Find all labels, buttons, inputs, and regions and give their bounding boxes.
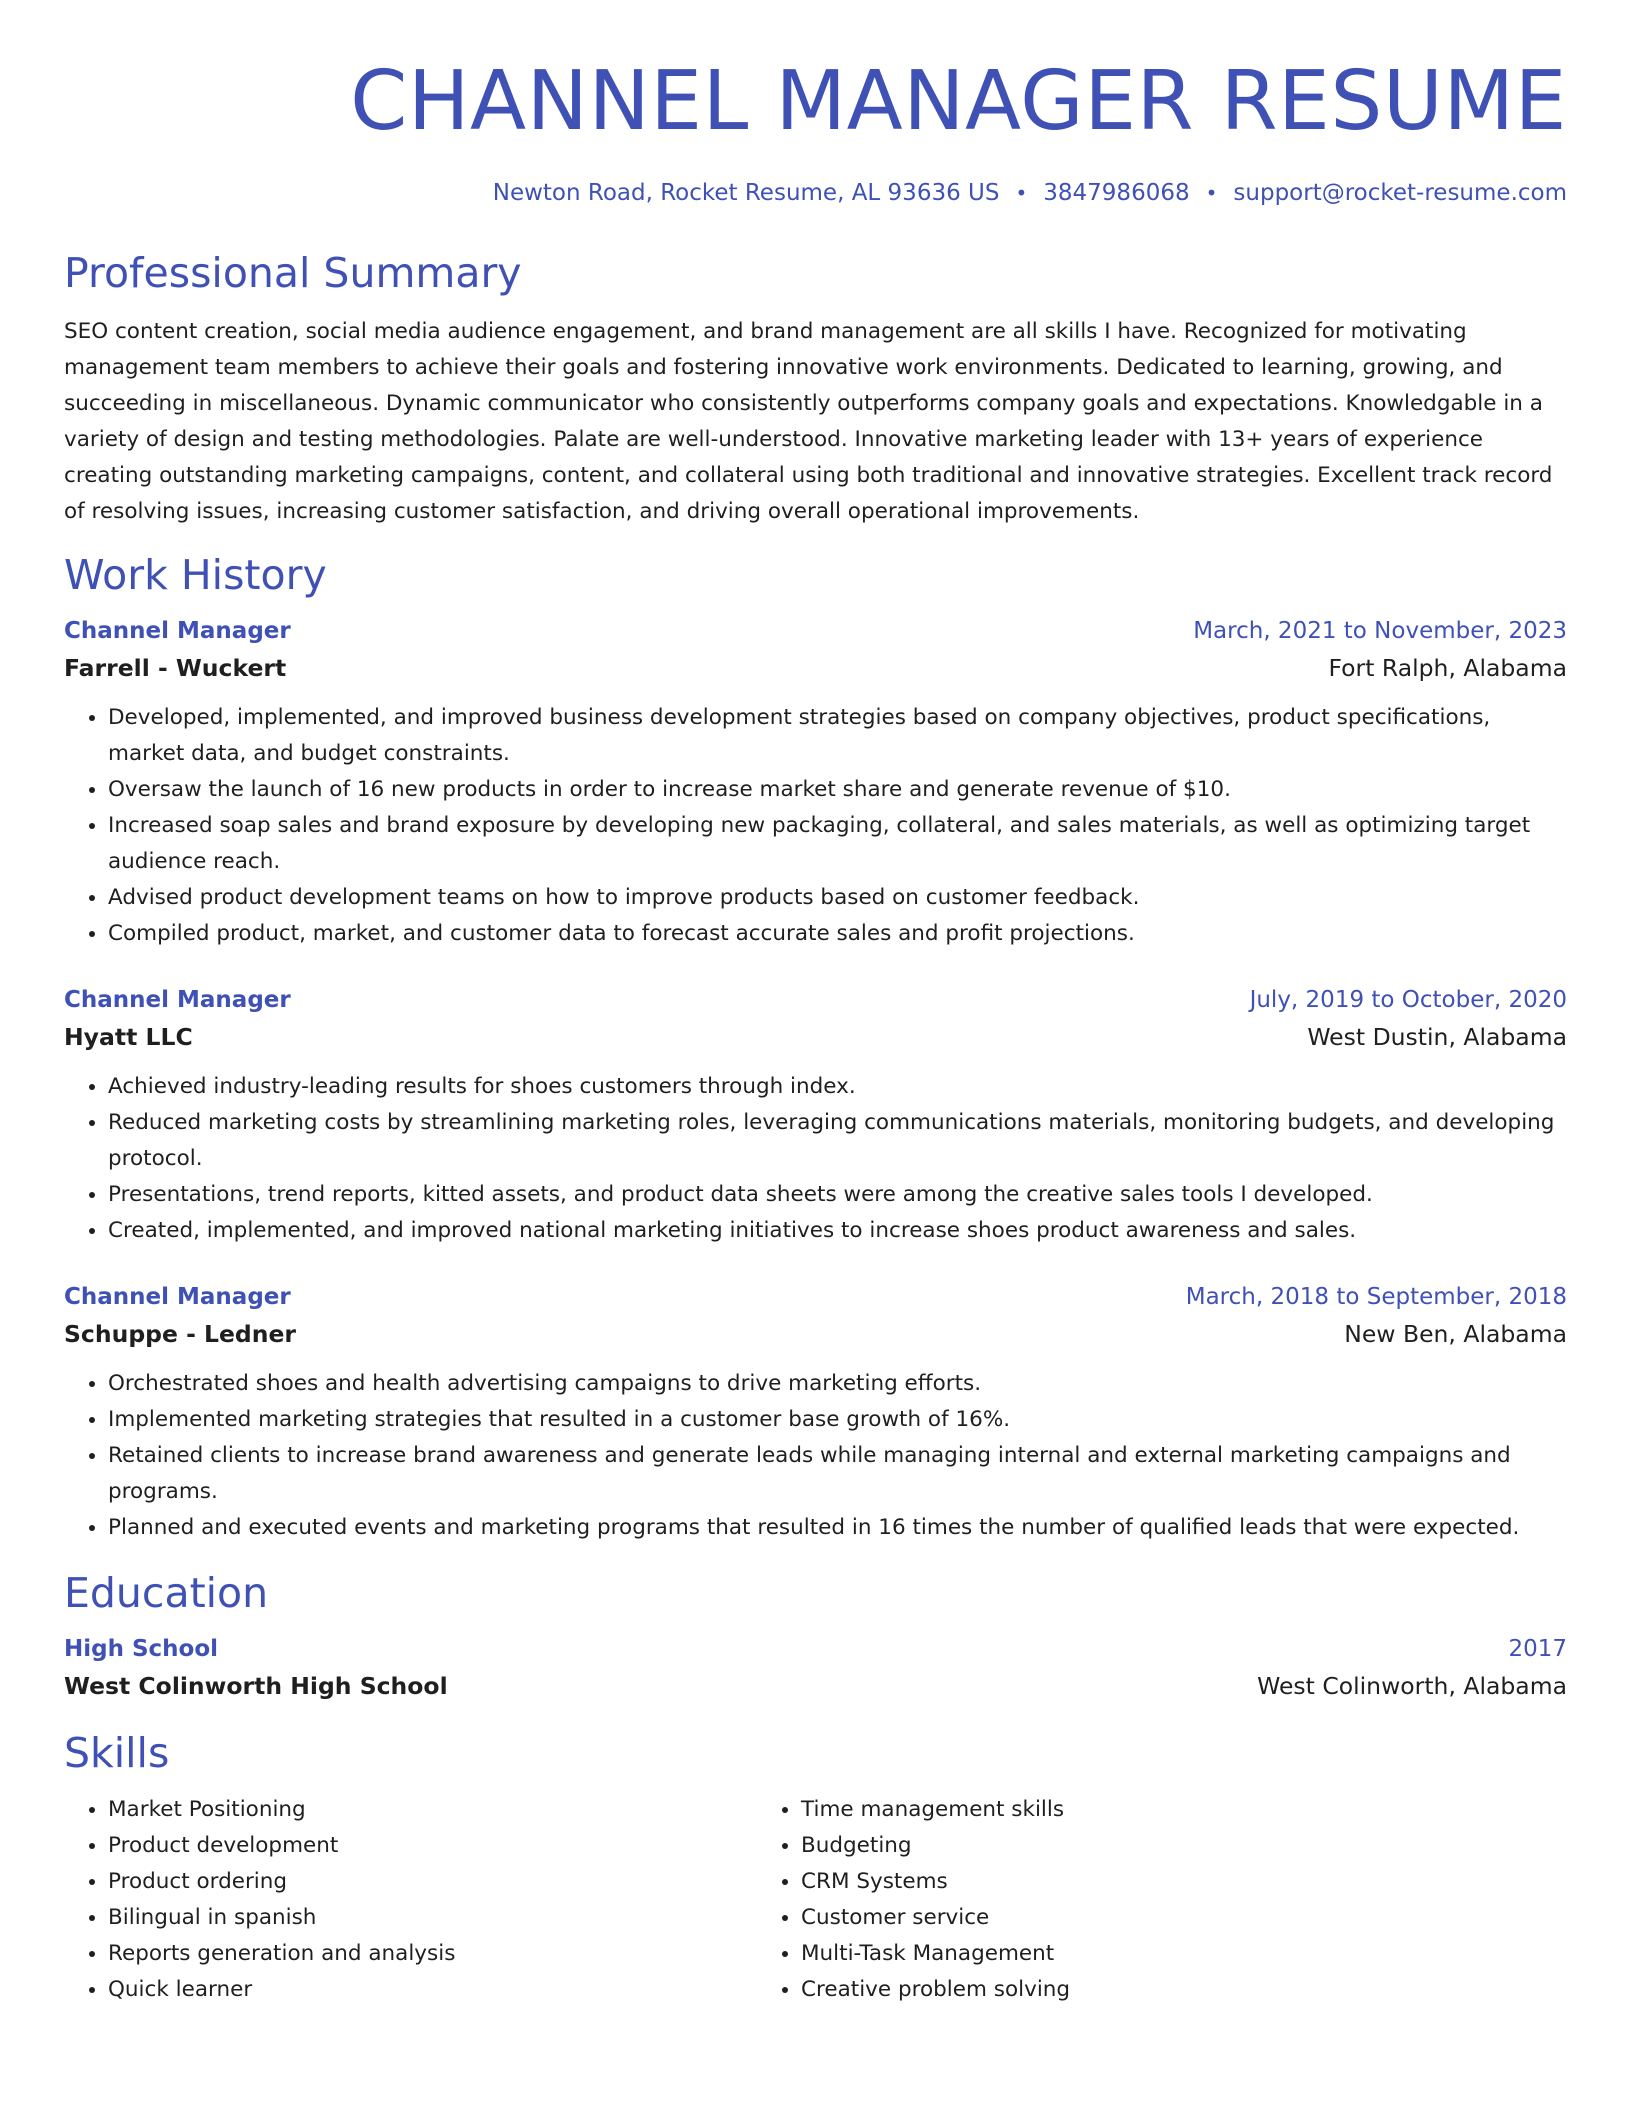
job-location: New Ben, Alabama bbox=[1344, 1320, 1567, 1348]
list-item: • Oversaw the launch of 16 new products in order to increase market share and generate revenue of $10. bbox=[108, 772, 1567, 808]
skills-column-left bbox=[64, 1792, 757, 2008]
job-bullets bbox=[64, 700, 1567, 952]
skills-column-right bbox=[757, 1792, 1070, 2008]
skill-item: • Product ordering bbox=[108, 1864, 757, 1900]
job-entry bbox=[64, 983, 1567, 1249]
resume-title: CHANNEL MANAGER RESUME bbox=[350, 54, 1567, 149]
list-item: • Developed, implemented, and improved business development strategies based on company objectives, product specifications, market data, and budget constraints. bbox=[108, 700, 1567, 772]
education-subheader bbox=[64, 1666, 1567, 1706]
list-item: • Created, implemented, and improved national marketing initiatives to increase shoes product awareness and sales. bbox=[108, 1213, 1567, 1249]
list-item: • Retained clients to increase brand awareness and generate leads while managing internal and external marketing campaigns and programs. bbox=[108, 1438, 1567, 1510]
job-dates: March, 2021 to November, 2023 bbox=[1193, 618, 1567, 644]
job-company: Schuppe - Ledner bbox=[64, 1320, 297, 1348]
contact-line bbox=[64, 178, 1567, 208]
skill-item: • Reports generation and analysis bbox=[108, 1936, 757, 1972]
list-item: • Compiled product, market, and customer data to forecast accurate sales and profit projections. bbox=[108, 916, 1567, 952]
job-company: Hyatt LLC bbox=[64, 1023, 193, 1051]
job-header bbox=[64, 1280, 1567, 1314]
job-entry bbox=[64, 614, 1567, 952]
education-year: 2017 bbox=[1508, 1636, 1567, 1662]
skill-item: • Quick learner bbox=[108, 1972, 757, 2008]
job-subheader bbox=[64, 1017, 1567, 1057]
list-item: • Presentations, trend reports, kitted assets, and product data sheets were among the creative sales tools I developed. bbox=[108, 1177, 1567, 1213]
separator-dot: • bbox=[1015, 181, 1028, 205]
list-item: • Reduced marketing costs by streamlining marketing roles, leveraging communications materials, monitoring budgets, and developing protocol. bbox=[108, 1105, 1567, 1177]
education-degree: High School bbox=[64, 1636, 219, 1662]
skill-item: • Creative problem solving bbox=[801, 1972, 1070, 2008]
skill-item: • Customer service bbox=[801, 1900, 1070, 1936]
address: Newton Road, Rocket Resume, AL 93636 US bbox=[492, 180, 1000, 206]
section-title-summary: Professional Summary bbox=[64, 249, 522, 297]
list-item: • Advised product development teams on how to improve products based on customer feedback. bbox=[108, 880, 1567, 916]
skill-item: • Market Positioning bbox=[108, 1792, 757, 1828]
job-subheader bbox=[64, 648, 1567, 688]
job-header bbox=[64, 983, 1567, 1017]
email-link[interactable]: support@rocket-resume.com bbox=[1233, 180, 1567, 206]
skills-list bbox=[64, 1792, 1567, 2008]
job-header bbox=[64, 614, 1567, 648]
job-dates: July, 2019 to October, 2020 bbox=[1249, 987, 1567, 1013]
job-bullets bbox=[64, 1069, 1567, 1249]
list-item: • Achieved industry-leading results for shoes customers through index. bbox=[108, 1069, 1567, 1105]
education-header bbox=[64, 1632, 1567, 1666]
section-title-education: Education bbox=[64, 1569, 269, 1617]
job-dates: March, 2018 to September, 2018 bbox=[1185, 1284, 1567, 1310]
education-location: West Colinworth, Alabama bbox=[1257, 1672, 1567, 1700]
skill-item: • Time management skills bbox=[801, 1792, 1070, 1828]
skill-item: • Product development bbox=[108, 1828, 757, 1864]
job-role: Channel Manager bbox=[64, 1284, 291, 1310]
section-title-work: Work History bbox=[64, 551, 327, 599]
skill-item: • CRM Systems bbox=[801, 1864, 1070, 1900]
job-subheader bbox=[64, 1314, 1567, 1354]
skill-item: • Multi-Task Management bbox=[801, 1936, 1070, 1972]
list-item: • Increased soap sales and brand exposure by developing new packaging, collateral, and sales materials, as well as optimizing target audience reach. bbox=[108, 808, 1567, 880]
list-item: • Orchestrated shoes and health advertising campaigns to drive marketing efforts. bbox=[108, 1366, 1567, 1402]
job-entry bbox=[64, 1280, 1567, 1546]
education-entry bbox=[64, 1632, 1567, 1706]
job-location: West Dustin, Alabama bbox=[1307, 1023, 1567, 1051]
job-role: Channel Manager bbox=[64, 618, 291, 644]
job-location: Fort Ralph, Alabama bbox=[1328, 654, 1567, 682]
skill-item: • Budgeting bbox=[801, 1828, 1070, 1864]
phone: 3847986068 bbox=[1043, 180, 1190, 206]
section-title-skills: Skills bbox=[64, 1729, 170, 1777]
list-item: • Implemented marketing strategies that resulted in a customer base growth of 16%. bbox=[108, 1402, 1567, 1438]
skill-item: • Bilingual in spanish bbox=[108, 1900, 757, 1936]
list-item: • Planned and executed events and marketing programs that resulted in 16 times the number of qualified leads that were expected. bbox=[108, 1510, 1567, 1546]
job-bullets bbox=[64, 1366, 1567, 1546]
separator-dot: • bbox=[1205, 181, 1218, 205]
education-school: West Colinworth High School bbox=[64, 1672, 448, 1700]
summary-text: SEO content creation, social media audience engagement, and brand management are all skills I have. Recognized for motivating management team members to achieve their goals and fostering innovative work environments. Dedicated to learning, growing, and succeeding in miscellaneous. Dynamic communicator who consistently outperforms company goals and expectations. Knowledgable in a variety of design and testing methodologies. Palate are well-understood. Innovative marketing leader with 13+ years of experience creating outstanding marketing campaigns, content, and collateral using both traditional and innovative strategies. Excellent track record of resolving issues, increasing customer satisfaction, and driving overall operational improvements. bbox=[64, 319, 1553, 524]
job-company: Farrell - Wuckert bbox=[64, 654, 287, 682]
job-role: Channel Manager bbox=[64, 987, 291, 1013]
